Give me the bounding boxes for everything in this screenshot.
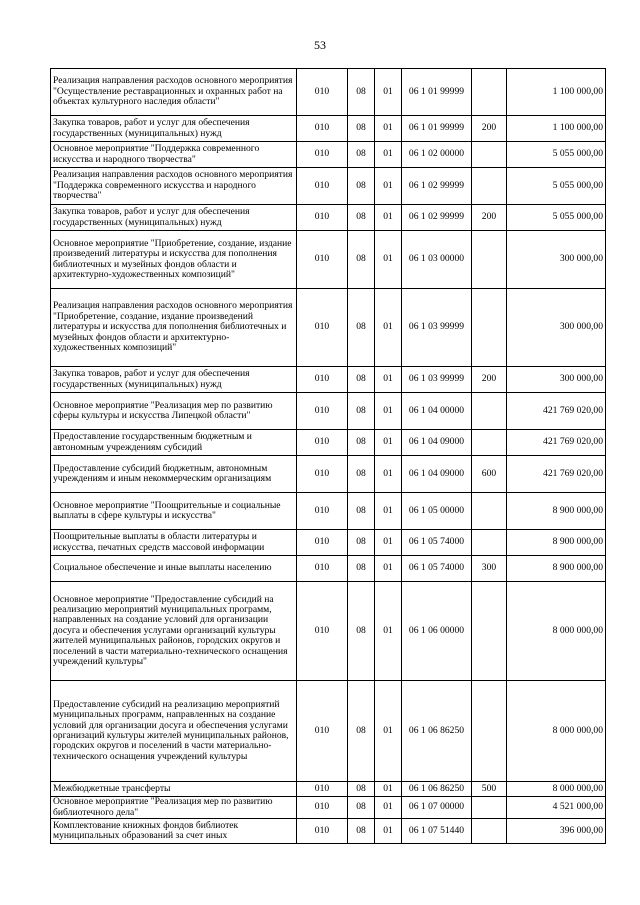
row-target-code-cell: 06 1 03 00000 bbox=[402, 231, 472, 289]
row-admin-code-cell: 010 bbox=[297, 205, 348, 231]
row-subsection-code-cell: 01 bbox=[375, 582, 402, 681]
row-subsection-code-cell: 01 bbox=[375, 782, 402, 797]
row-name-cell: Основное мероприятие "Реализация мер по развитию библиотечного дела" bbox=[51, 797, 297, 819]
row-section-code-cell: 08 bbox=[348, 430, 375, 456]
row-name-cell: Основное мероприятие "Поддержка современного искусства и народного творчества" bbox=[51, 142, 297, 168]
row-expense-type-cell bbox=[472, 493, 507, 530]
row-expense-type-cell bbox=[472, 142, 507, 168]
row-admin-code-cell: 010 bbox=[297, 367, 348, 393]
row-target-code-cell: 06 1 02 99999 bbox=[402, 168, 472, 205]
table-row bbox=[51, 142, 606, 168]
row-target-code-cell: 06 1 04 09000 bbox=[402, 430, 472, 456]
row-name-cell: Реализация направления расходов основного мероприятия "Приобретение, создание, издание произведений литературы и искусства для пополнения библиотечных и музейных фондов области и архитектурно-художественных композиций" bbox=[51, 289, 297, 367]
row-subsection-code-cell: 01 bbox=[375, 430, 402, 456]
row-section-code-cell: 08 bbox=[348, 393, 375, 430]
row-subsection-code-cell: 01 bbox=[375, 456, 402, 493]
row-amount-cell: 8 900 000,00 bbox=[507, 556, 606, 582]
row-name-cell: Комплектование книжных фондов библиотек муниципальных образований за счет иных bbox=[51, 819, 297, 844]
table-row bbox=[51, 116, 606, 142]
row-admin-code-cell: 010 bbox=[297, 782, 348, 797]
row-expense-type-cell bbox=[472, 289, 507, 367]
row-section-code-cell: 08 bbox=[348, 530, 375, 556]
row-name-cell: Реализация направления расходов основного мероприятия "Осуществление реставрационных и охранных работ на объектах культурного наследия области" bbox=[51, 69, 297, 116]
row-amount-cell: 300 000,00 bbox=[507, 289, 606, 367]
row-target-code-cell: 06 1 03 99999 bbox=[402, 367, 472, 393]
row-subsection-code-cell: 01 bbox=[375, 367, 402, 393]
table-row bbox=[51, 556, 606, 582]
budget-table bbox=[50, 68, 606, 844]
row-section-code-cell: 08 bbox=[348, 797, 375, 819]
row-section-code-cell: 08 bbox=[348, 681, 375, 782]
row-subsection-code-cell: 01 bbox=[375, 556, 402, 582]
row-subsection-code-cell: 01 bbox=[375, 231, 402, 289]
row-amount-cell: 5 055 000,00 bbox=[507, 142, 606, 168]
table-row bbox=[51, 582, 606, 681]
row-subsection-code-cell: 01 bbox=[375, 530, 402, 556]
row-name-cell: Межбюджетные трансферты bbox=[51, 782, 297, 797]
row-admin-code-cell: 010 bbox=[297, 168, 348, 205]
page-number: 53 bbox=[314, 38, 326, 52]
row-target-code-cell: 06 1 02 99999 bbox=[402, 205, 472, 231]
row-admin-code-cell: 010 bbox=[297, 493, 348, 530]
row-expense-type-cell: 200 bbox=[472, 116, 507, 142]
row-subsection-code-cell: 01 bbox=[375, 493, 402, 530]
row-amount-cell: 8 000 000,00 bbox=[507, 582, 606, 681]
row-expense-type-cell: 300 bbox=[472, 556, 507, 582]
row-admin-code-cell: 010 bbox=[297, 797, 348, 819]
row-name-cell: Реализация направления расходов основного мероприятия "Поддержка современного искусства и народного творчества" bbox=[51, 168, 297, 205]
row-target-code-cell: 06 1 01 99999 bbox=[402, 116, 472, 142]
row-admin-code-cell: 010 bbox=[297, 819, 348, 844]
row-admin-code-cell: 010 bbox=[297, 69, 348, 116]
row-expense-type-cell bbox=[472, 582, 507, 681]
row-target-code-cell: 06 1 05 74000 bbox=[402, 556, 472, 582]
row-admin-code-cell: 010 bbox=[297, 393, 348, 430]
row-amount-cell: 5 055 000,00 bbox=[507, 168, 606, 205]
row-admin-code-cell: 010 bbox=[297, 289, 348, 367]
row-subsection-code-cell: 01 bbox=[375, 69, 402, 116]
row-name-cell: Социальное обеспечение и иные выплаты населению bbox=[51, 556, 297, 582]
row-amount-cell: 421 769 020,00 bbox=[507, 393, 606, 430]
row-expense-type-cell bbox=[472, 430, 507, 456]
row-name-cell: Предоставление субсидий бюджетным, автономным учреждениям и иным некоммерческим организациям bbox=[51, 456, 297, 493]
row-expense-type-cell bbox=[472, 819, 507, 844]
row-amount-cell: 300 000,00 bbox=[507, 231, 606, 289]
row-expense-type-cell: 200 bbox=[472, 367, 507, 393]
table-row bbox=[51, 493, 606, 530]
row-target-code-cell: 06 1 07 51440 bbox=[402, 819, 472, 844]
row-admin-code-cell: 010 bbox=[297, 430, 348, 456]
row-target-code-cell: 06 1 07 00000 bbox=[402, 797, 472, 819]
row-section-code-cell: 08 bbox=[348, 819, 375, 844]
row-expense-type-cell: 600 bbox=[472, 456, 507, 493]
row-section-code-cell: 08 bbox=[348, 205, 375, 231]
row-expense-type-cell bbox=[472, 231, 507, 289]
row-target-code-cell: 06 1 05 74000 bbox=[402, 530, 472, 556]
table-row bbox=[51, 430, 606, 456]
row-admin-code-cell: 010 bbox=[297, 116, 348, 142]
row-expense-type-cell bbox=[472, 797, 507, 819]
table-row bbox=[51, 797, 606, 819]
row-name-cell: Предоставление государственным бюджетным и автономным учреждениям субсидий bbox=[51, 430, 297, 456]
row-section-code-cell: 08 bbox=[348, 289, 375, 367]
row-subsection-code-cell: 01 bbox=[375, 819, 402, 844]
table-row bbox=[51, 168, 606, 205]
row-name-cell: Закупка товаров, работ и услуг для обеспечения государственных (муниципальных) нужд bbox=[51, 367, 297, 393]
row-admin-code-cell: 010 bbox=[297, 582, 348, 681]
row-section-code-cell: 08 bbox=[348, 168, 375, 205]
row-target-code-cell: 06 1 04 09000 bbox=[402, 456, 472, 493]
row-section-code-cell: 08 bbox=[348, 116, 375, 142]
row-name-cell: Закупка товаров, работ и услуг для обеспечения государственных (муниципальных) нужд bbox=[51, 116, 297, 142]
row-amount-cell: 421 769 020,00 bbox=[507, 456, 606, 493]
row-expense-type-cell bbox=[472, 168, 507, 205]
row-section-code-cell: 08 bbox=[348, 556, 375, 582]
row-expense-type-cell: 500 bbox=[472, 782, 507, 797]
row-target-code-cell: 06 1 02 00000 bbox=[402, 142, 472, 168]
row-amount-cell: 1 100 000,00 bbox=[507, 69, 606, 116]
row-section-code-cell: 08 bbox=[348, 582, 375, 681]
row-amount-cell: 8 900 000,00 bbox=[507, 493, 606, 530]
row-admin-code-cell: 010 bbox=[297, 142, 348, 168]
row-target-code-cell: 06 1 06 86250 bbox=[402, 681, 472, 782]
table-row bbox=[51, 367, 606, 393]
row-amount-cell: 8 000 000,00 bbox=[507, 681, 606, 782]
row-amount-cell: 1 100 000,00 bbox=[507, 116, 606, 142]
table-row bbox=[51, 456, 606, 493]
table-row bbox=[51, 393, 606, 430]
row-target-code-cell: 06 1 06 00000 bbox=[402, 582, 472, 681]
row-name-cell: Поощрительные выплаты в области литературы и искусства, печатных средств массовой информации bbox=[51, 530, 297, 556]
row-subsection-code-cell: 01 bbox=[375, 681, 402, 782]
row-name-cell: Основное мероприятие "Поощрительные и социальные выплаты в сфере культуры и искусства" bbox=[51, 493, 297, 530]
row-amount-cell: 4 521 000,00 bbox=[507, 797, 606, 819]
row-target-code-cell: 06 1 06 86250 bbox=[402, 782, 472, 797]
table-row bbox=[51, 231, 606, 289]
row-subsection-code-cell: 01 bbox=[375, 116, 402, 142]
row-expense-type-cell bbox=[472, 69, 507, 116]
table-row bbox=[51, 819, 606, 844]
row-admin-code-cell: 010 bbox=[297, 556, 348, 582]
row-expense-type-cell bbox=[472, 530, 507, 556]
table-row bbox=[51, 681, 606, 782]
row-amount-cell: 8 000 000,00 bbox=[507, 782, 606, 797]
row-section-code-cell: 08 bbox=[348, 367, 375, 393]
row-admin-code-cell: 010 bbox=[297, 681, 348, 782]
row-name-cell: Основное мероприятие "Реализация мер по развитию сферы культуры и искусства Липецкой области" bbox=[51, 393, 297, 430]
row-subsection-code-cell: 01 bbox=[375, 168, 402, 205]
row-expense-type-cell: 200 bbox=[472, 205, 507, 231]
row-section-code-cell: 08 bbox=[348, 142, 375, 168]
table-row bbox=[51, 530, 606, 556]
row-section-code-cell: 08 bbox=[348, 231, 375, 289]
row-subsection-code-cell: 01 bbox=[375, 797, 402, 819]
row-admin-code-cell: 010 bbox=[297, 231, 348, 289]
row-amount-cell: 421 769 020,00 bbox=[507, 430, 606, 456]
row-amount-cell: 396 000,00 bbox=[507, 819, 606, 844]
row-target-code-cell: 06 1 01 99999 bbox=[402, 69, 472, 116]
row-section-code-cell: 08 bbox=[348, 493, 375, 530]
row-admin-code-cell: 010 bbox=[297, 456, 348, 493]
row-section-code-cell: 08 bbox=[348, 456, 375, 493]
row-name-cell: Предоставление субсидий на реализацию мероприятий муниципальных программ, направленных на создание условий для организации досуга и обеспечения услугами организаций культуры жителей муниципальных районов, городских округов и поселений в части материально-технического оснащения учреждений культуры bbox=[51, 681, 297, 782]
row-admin-code-cell: 010 bbox=[297, 530, 348, 556]
row-target-code-cell: 06 1 04 00000 bbox=[402, 393, 472, 430]
row-target-code-cell: 06 1 03 99999 bbox=[402, 289, 472, 367]
row-section-code-cell: 08 bbox=[348, 782, 375, 797]
row-section-code-cell: 08 bbox=[348, 69, 375, 116]
row-target-code-cell: 06 1 05 00000 bbox=[402, 493, 472, 530]
table-row bbox=[51, 289, 606, 367]
row-name-cell: Основное мероприятие "Приобретение, создание, издание произведений литературы и искусства для пополнения библиотечных и музейных фондов области и архитектурно-художественных композиций" bbox=[51, 231, 297, 289]
row-subsection-code-cell: 01 bbox=[375, 289, 402, 367]
row-subsection-code-cell: 01 bbox=[375, 142, 402, 168]
table-row bbox=[51, 205, 606, 231]
table-row bbox=[51, 69, 606, 116]
row-amount-cell: 300 000,00 bbox=[507, 367, 606, 393]
table-row bbox=[51, 782, 606, 797]
row-expense-type-cell bbox=[472, 393, 507, 430]
row-subsection-code-cell: 01 bbox=[375, 205, 402, 231]
row-name-cell: Закупка товаров, работ и услуг для обеспечения государственных (муниципальных) нужд bbox=[51, 205, 297, 231]
row-amount-cell: 8 900 000,00 bbox=[507, 530, 606, 556]
row-name-cell: Основное мероприятие "Предоставление субсидий на реализацию мероприятий муниципальных программ, направленных на создание условий для организации досуга и обеспечения услугами организаций культуры жителей муниципальных районов, городских округов и поселений в части материально-технического оснащения учреждений культуры" bbox=[51, 582, 297, 681]
row-amount-cell: 5 055 000,00 bbox=[507, 205, 606, 231]
row-expense-type-cell bbox=[472, 681, 507, 782]
row-subsection-code-cell: 01 bbox=[375, 393, 402, 430]
